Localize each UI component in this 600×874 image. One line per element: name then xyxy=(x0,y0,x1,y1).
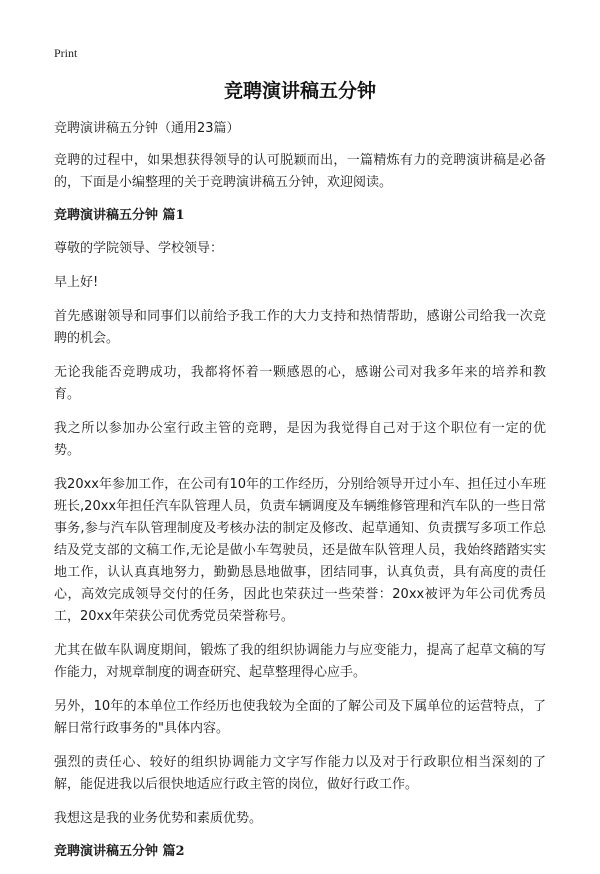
document-subtitle: 竞聘演讲稿五分钟（通用23篇） xyxy=(54,121,240,136)
salutation: 尊敬的学院领导、学校领导： xyxy=(54,241,224,256)
body-paragraph: 强烈的责任心、较好的组织协调能力文字写作能力以及对于行政职位相当深刻的了解，能促进我以后很快地适应行政主管的岗位，做好行政工作。 xyxy=(54,755,546,792)
print-link[interactable]: Print xyxy=(54,46,78,60)
greeting: 早上好! xyxy=(54,275,99,290)
body-paragraph: 尤其在做车队调度期间，锻炼了我的组织协调能力与应变能力，提高了起草文稿的写作能力，对规章制度的调查研究、起草整理得心应手。 xyxy=(54,643,546,680)
page-title: 竞聘演讲稿五分钟 xyxy=(223,80,376,102)
body-paragraph: 无论我能否竞聘成功，我都将怀着一颗感恩的心，感谢公司对我多年来的培养和教育。 xyxy=(54,365,546,402)
intro-paragraph: 竞聘的过程中，如果想获得领导的认可脱颖而出，一篇精炼有力的竞聘演讲稿是必备的，下面是小编整理的关于竞聘演讲稿五分钟，欢迎阅读。 xyxy=(54,153,546,190)
body-paragraph: 另外，10年的本单位工作经历也使我较为全面的了解公司及下属单位的运营特点，了解日常行政事务的"具体内容。 xyxy=(54,699,546,736)
body-paragraph: 我想这是我的业务优势和素质优势。 xyxy=(54,811,263,826)
body-paragraph: 首先感谢领导和同事们以前给予我工作的大力支持和热情帮助，感谢公司给我一次竞聘的机会。 xyxy=(54,309,546,346)
document-body xyxy=(54,120,546,874)
body-paragraph: 我之所以参加办公室行政主管的竞聘，是因为我觉得自己对于这个职位有一定的优势。 xyxy=(54,421,546,458)
section-heading: 竞聘演讲稿五分钟 篇1 xyxy=(54,208,185,223)
section-heading: 竞聘演讲稿五分钟 篇2 xyxy=(54,844,185,859)
body-paragraph: 我20xx年参加工作，在公司有10年的工作经历，分别给领导开过小车、担任过小车班班长,20xx年担任汽车队管理人员，负责车辆调度及车辆维修管理和汽车队的一些日常事务,参与汽车队管理制度及考核办法的制定及修改、起草通知、负责撰写多项工作总结及党支部的文稿工作,无论是做小车驾驶员，还是做车队管理人员，我始终踏踏实实地工作，认认真真地努力，勤勤恳恳地做事，团结同事，认真负责，具有高度的责任心，高效完成领导交付的任务，因此也荣获过一些荣誉：20xx被评为年公司优秀员工，20xx年荣获公司优秀党员荣誉称号。 xyxy=(54,477,546,624)
